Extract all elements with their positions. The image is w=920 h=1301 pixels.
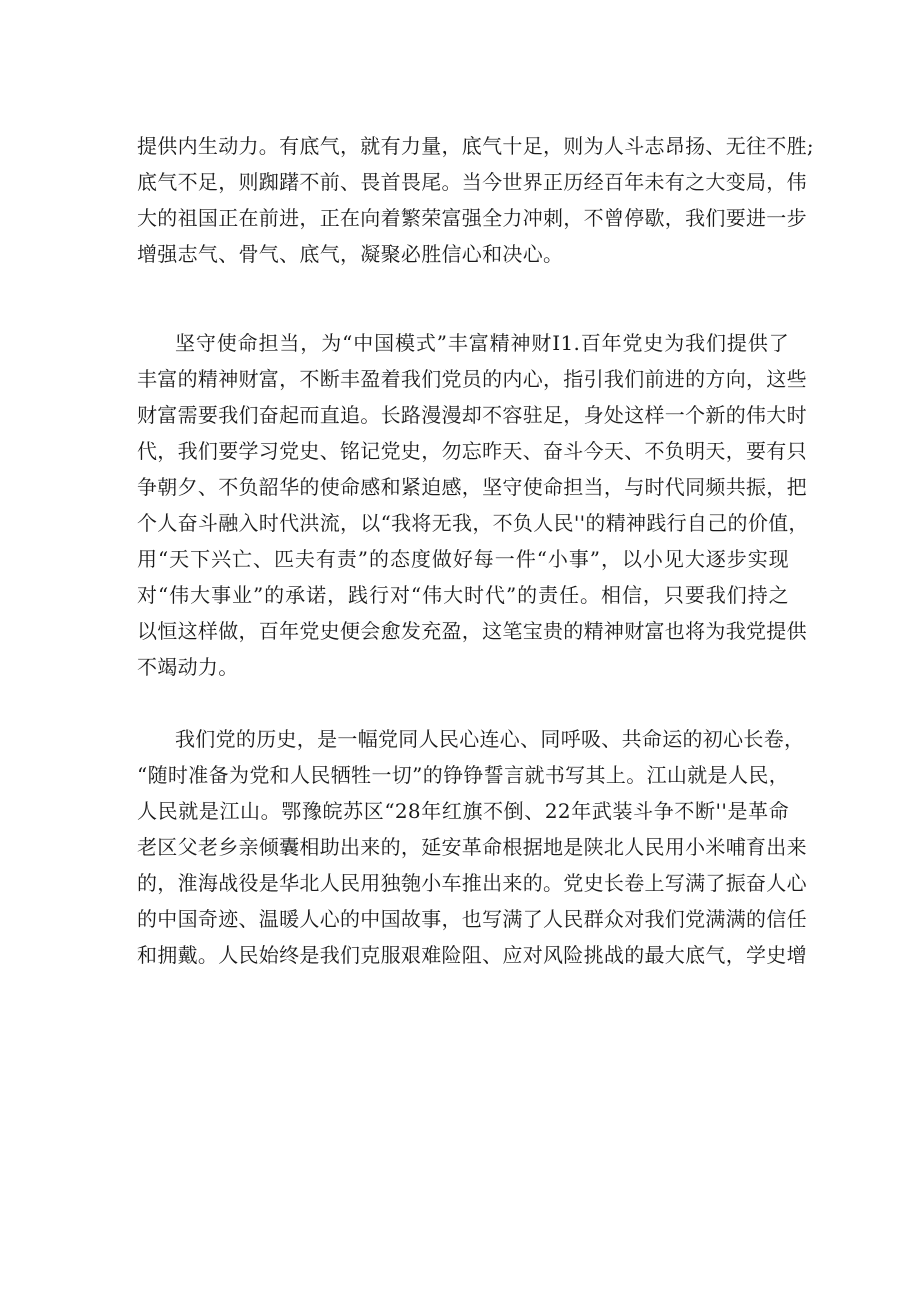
paragraph-spacer (137, 272, 789, 325)
text-line: 争朝夕、不负韶华的使命感和紧迫感，坚守使命担当，与时代同频共振，把 (137, 475, 807, 499)
text-line: 代，我们要学习党史、铭记党史，勿忘昨天、奋斗今天、不负明天，要有只 (137, 439, 807, 463)
text-line: 增强志气、骨气、底气，凝聚必胜信心和决心。 (137, 242, 564, 266)
text-line: 的，淮海战役是华北人民用独匏小车推出来的。党史长卷上写满了振奋人心 (137, 871, 807, 895)
text-line: 底气不足，则踟躇不前、畏首畏尾。当今世界正历经百年未有之大变局，伟 (137, 170, 807, 194)
text-line: 提供内生动力。有底气，就有力量，底气十足，则为人斗志昂扬、无往不胜; (137, 134, 814, 158)
document-body (137, 128, 814, 973)
text-line: 对“伟大事业”的承诺，践行对“伟大时代”的责任。相信，只要我们持之 (137, 583, 789, 607)
text-line: “随时准备为党和人民牺牲一切”的铮铮誓言就书写其上。江山就是人民， (137, 763, 789, 787)
text-line: 以恒这样做，百年党史便会愈发充盈，这笔宝贵的精神财富也将为我党提供 (137, 619, 807, 643)
text-line: 老区父老乡亲倾囊相助出来的，延安革命根据地是陕北人民用小米哺育出来 (137, 835, 807, 859)
text-line: 人民就是江山。鄂豫皖苏区“28年红旗不倒、22年武装斗争不断''是革命 (137, 799, 789, 823)
paragraph-spacer (137, 685, 789, 721)
text-line: 大的祖国正在前进，正在向着繁荣富强全力冲刺，不曾停歇，我们要进一步 (137, 206, 807, 230)
text-line: 财富需要我们奋起而直追。长路漫漫却不容驻足，身处这样一个新的伟大时 (137, 403, 807, 427)
text-line: 和拥戴。人民始终是我们克服艰难险阻、应对风险挑战的最大底气，学史增 (137, 943, 807, 967)
text-line: 丰富的精神财富，不断丰盈着我们党员的内心，指引我们前进的方向，这些 (137, 367, 807, 391)
paragraph-3 (137, 721, 807, 973)
paragraph-1 (137, 128, 814, 272)
text-line: 个人奋斗融入时代洪流，以“我将无我，不负人民''的精神践行自己的价值， (137, 511, 809, 535)
text-line: 我们党的历史，是一幅党同人民心连心、同呼吸、共命运的初心长卷， (175, 727, 805, 751)
text-line: 坚守使命担当，为“中国模式”丰富精神财I1.百年党史为我们提供了 (175, 331, 789, 355)
paragraph-2 (137, 325, 809, 685)
text-line: 的中国奇迹、温暖人心的中国故事，也写满了人民群众对我们党满满的信任 (137, 907, 807, 931)
text-line: 用“天下兴亡、匹夫有责”的态度做好每一件“小事”，以小见大逐步实现 (137, 547, 789, 571)
text-line: 不竭动力。 (137, 655, 239, 679)
